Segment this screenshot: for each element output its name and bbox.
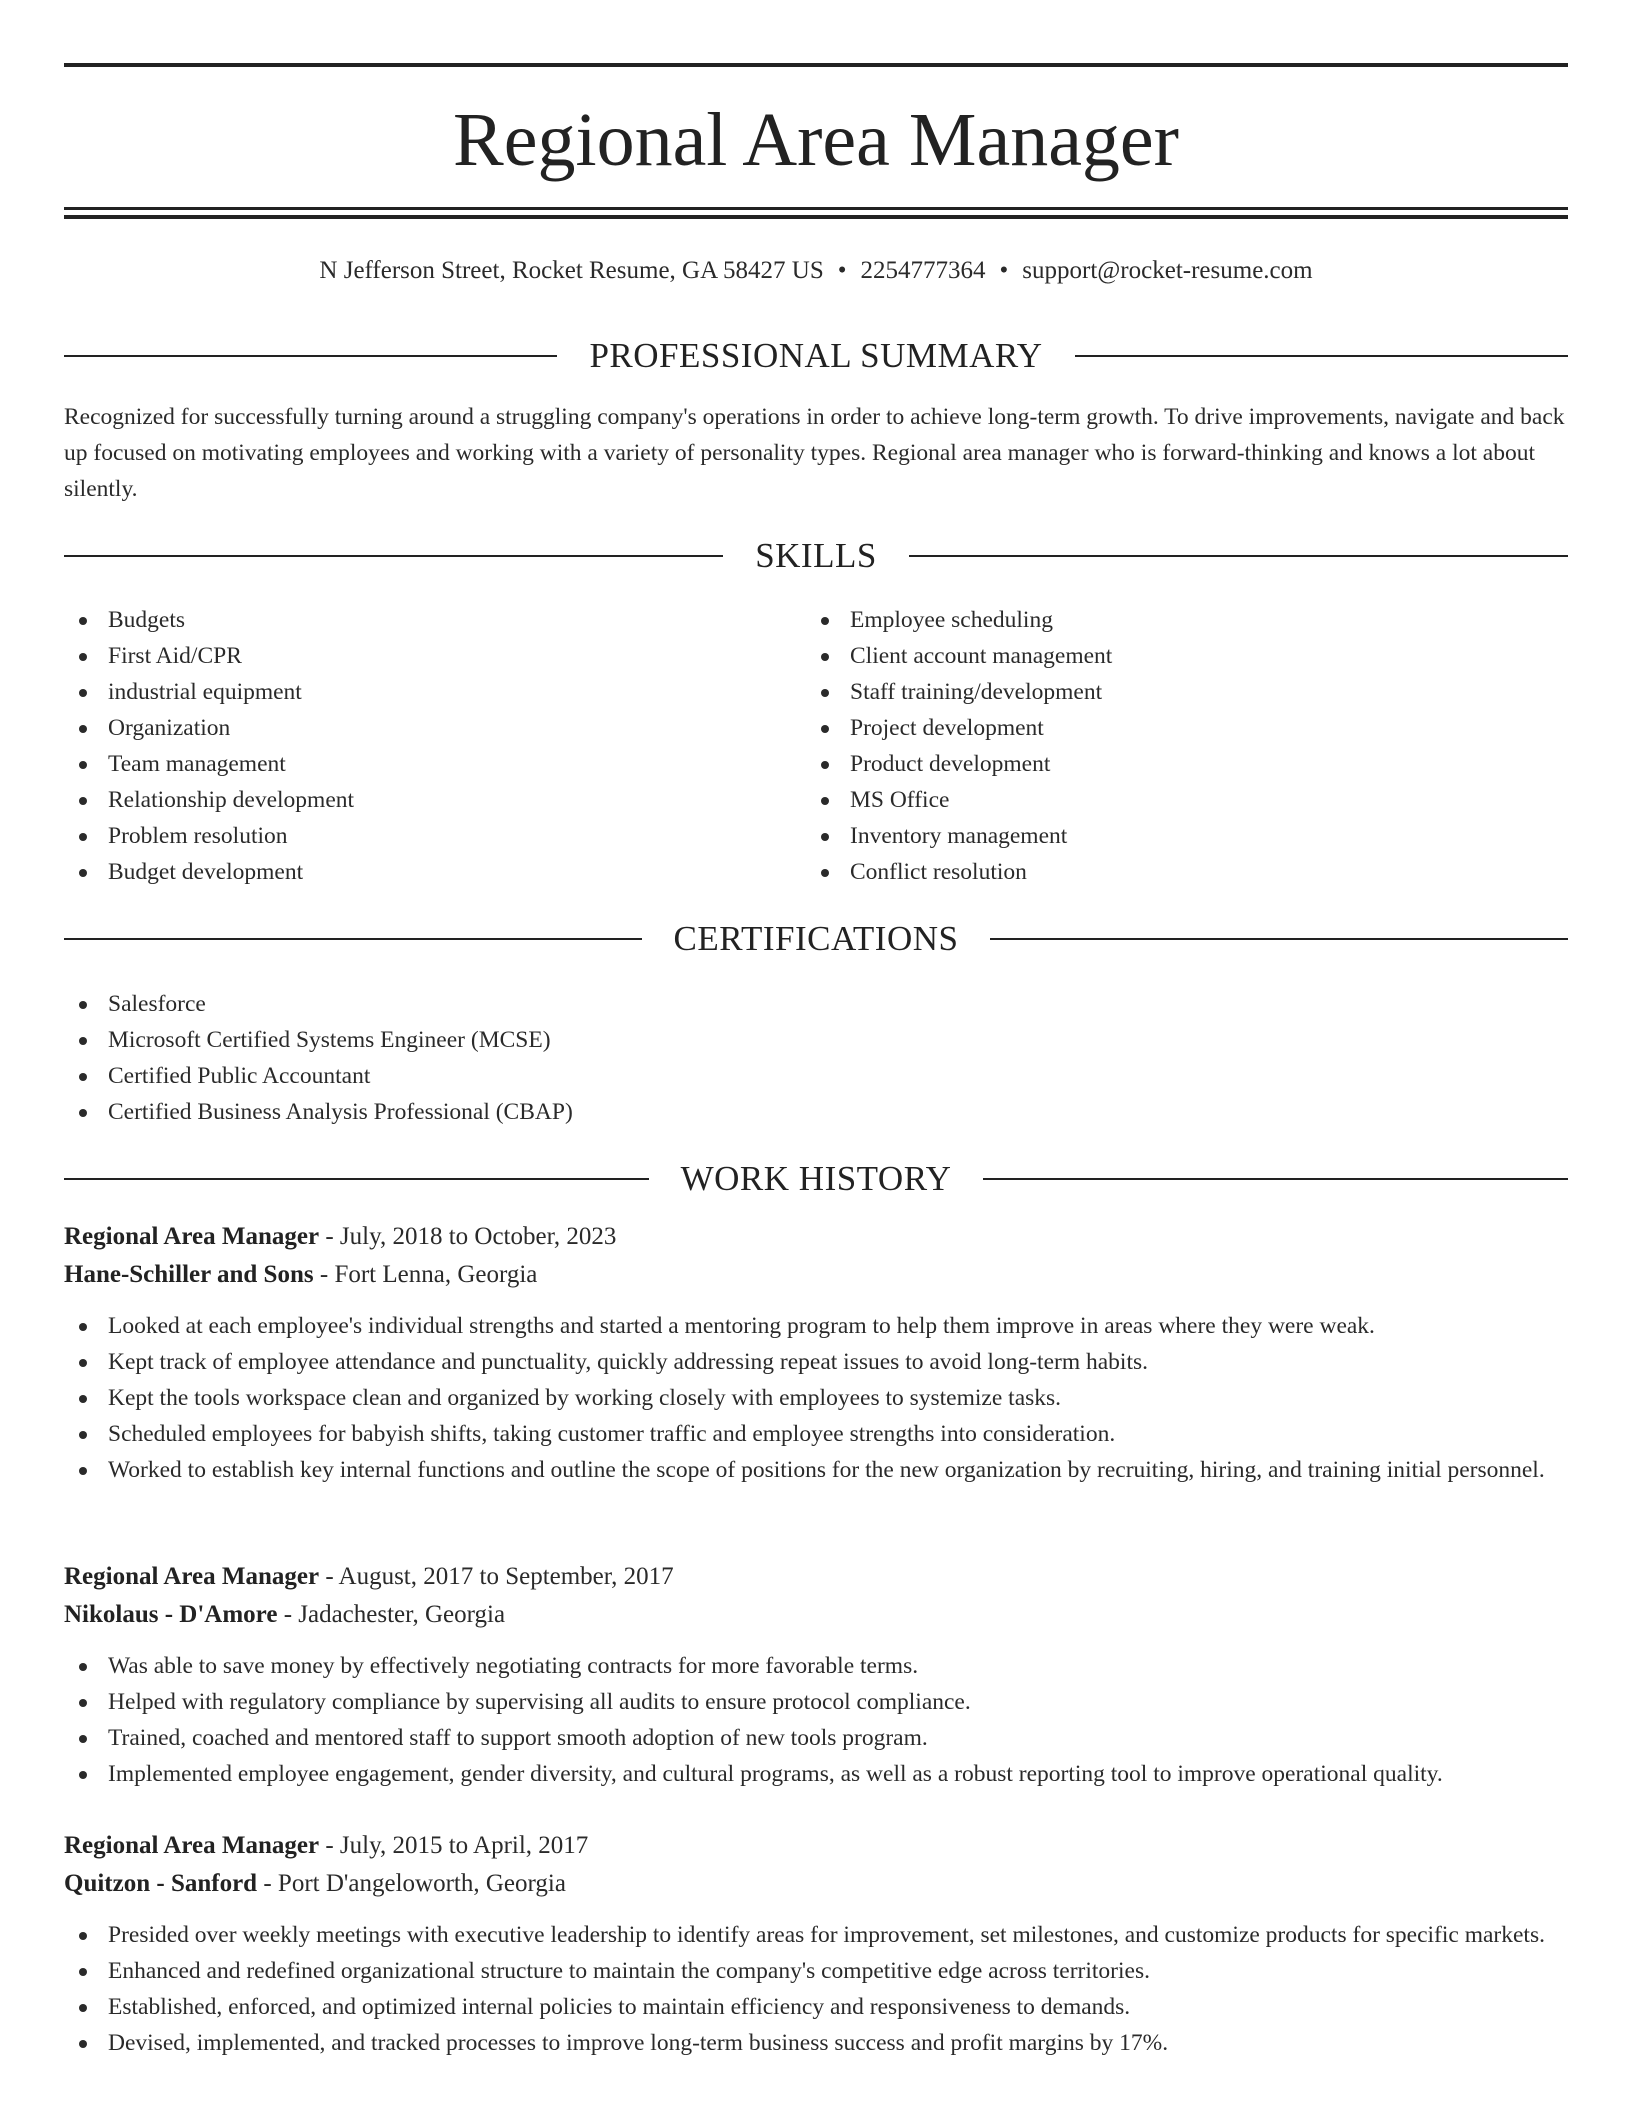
job-location: Port D'angeloworth, Georgia [277, 1870, 566, 1897]
list-item [64, 674, 804, 710]
list-item-text: Conflict resolution [850, 859, 1027, 885]
bullet-icon [821, 653, 829, 661]
resume-title: Regional Area Manager [453, 98, 1179, 182]
list-item [806, 782, 1546, 818]
list-item-text: Project development [850, 715, 1044, 741]
job-company-line [64, 1596, 1568, 1634]
list-item-text: Problem resolution [108, 823, 288, 849]
list-item-text: Established, enforced, and optimized internal policies to maintain efficiency and responsiveness to demands. [108, 1994, 1131, 2020]
list-item-text: Trained, coached and mentored staff to support smooth adoption of new tools program. [108, 1725, 928, 1751]
job-entry [64, 1558, 1568, 1792]
bullet-icon [79, 1395, 87, 1403]
list-item-text: Devised, implemented, and tracked processes to improve long-term business success and profit margins by 17%. [108, 2030, 1169, 2056]
list-item-text: Microsoft Certified Systems Engineer (MCSE) [108, 1027, 551, 1053]
dash-separator: - [319, 1832, 340, 1859]
list-item-text: Looked at each employee's individual strengths and started a mentoring program to help them improve in areas where they were weak. [108, 1313, 1375, 1339]
bullet-icon [79, 1073, 87, 1081]
list-item-text: Employee scheduling [850, 607, 1053, 633]
heading-rule [64, 355, 557, 357]
list-item [64, 2025, 1568, 2061]
list-item-text: Client account management [850, 643, 1113, 669]
list-item [64, 1989, 1568, 2025]
work-heading-label: WORK HISTORY [680, 1159, 952, 1198]
job-title-line [64, 1558, 1568, 1596]
list-item-text: Product development [850, 751, 1051, 777]
skills-list-right [806, 602, 1546, 890]
job-entry [64, 1218, 1568, 1488]
list-item [64, 1720, 1568, 1756]
list-item-text: Kept track of employee attendance and punctuality, quickly addressing repeat issues to avoid long-term habits. [108, 1349, 1148, 1375]
list-item-text: Budget development [108, 859, 304, 885]
list-item [64, 1094, 1568, 1130]
bullet-icon [821, 689, 829, 697]
list-item [64, 1380, 1568, 1416]
bullet-icon [821, 725, 829, 733]
list-item-text: industrial equipment [108, 679, 302, 705]
list-item [64, 818, 804, 854]
job-company-line [64, 1256, 1568, 1294]
job-dates: July, 2018 to October, 2023 [339, 1223, 617, 1250]
job-title-line [64, 1218, 1568, 1256]
contact-address: N Jefferson Street, Rocket Resume, GA 58427 US [319, 257, 824, 284]
job-company-line [64, 1865, 1568, 1903]
list-item [806, 710, 1546, 746]
list-item-text: Team management [108, 751, 286, 777]
heading-rule [64, 1178, 649, 1180]
skills-heading-label: SKILLS [755, 536, 877, 575]
bullet-icon [79, 1109, 87, 1117]
job-location: Jadachester, Georgia [298, 1601, 506, 1628]
job-dates: August, 2017 to September, 2017 [338, 1563, 674, 1590]
job-company: Quitzon - Sanford [64, 1870, 258, 1897]
list-item-text: Enhanced and redefined organizational structure to maintain the company's competitive edge across territories. [108, 1958, 1150, 1984]
list-item [806, 818, 1546, 854]
summary-text: Recognized for successfully turning around a struggling company's operations in order to achieve long-term growth. To drive improvements, navigate and back up focused on motivating employees and working with a variety of personality types. Regional area manager who is forward-thinking and knows a lot about silently. [64, 404, 1565, 502]
list-item-text: Certified Business Analysis Professional (CBAP) [108, 1099, 573, 1125]
list-item [64, 986, 1568, 1022]
heading-rule [1075, 355, 1568, 357]
certifications-list [64, 986, 1568, 1130]
job-company: Nikolaus - D'Amore [64, 1601, 278, 1628]
dash-separator: - [319, 1223, 340, 1250]
list-item [806, 638, 1546, 674]
list-item-text: Relationship development [108, 787, 355, 813]
list-item [64, 1058, 1568, 1094]
list-item-text: Budgets [108, 607, 186, 633]
skills-section-heading [64, 534, 1568, 578]
list-item [64, 1022, 1568, 1058]
bullet-icon [79, 1359, 87, 1367]
job-title: Regional Area Manager [64, 1563, 320, 1590]
bullet-icon [79, 653, 87, 661]
list-item [64, 1452, 1568, 1488]
list-item [64, 1648, 1568, 1684]
list-item [64, 854, 804, 890]
job-entry [64, 1827, 1568, 2061]
list-item [64, 1308, 1568, 1344]
job-title-line [64, 1827, 1568, 1865]
heading-rule [983, 1178, 1568, 1180]
bullet-icon [821, 761, 829, 769]
bullet-icon [821, 797, 829, 805]
list-item-text: MS Office [850, 787, 950, 813]
bullet-icon [79, 2040, 87, 2048]
bullet-icon [821, 617, 829, 625]
bullet-icon [79, 1663, 87, 1671]
list-item [64, 1917, 1568, 1953]
contact-separator: • [999, 257, 1009, 284]
top-rule [64, 63, 1568, 67]
bullet-icon [79, 617, 87, 625]
heading-rule [64, 938, 642, 940]
job-bullets [64, 1917, 1568, 2061]
summary-heading-label: PROFESSIONAL SUMMARY [589, 336, 1043, 375]
bullet-icon [79, 689, 87, 697]
skills-list-left [64, 602, 804, 890]
list-item [64, 1344, 1568, 1380]
job-title: Regional Area Manager [64, 1223, 320, 1250]
bullet-icon [79, 1323, 87, 1331]
list-item-text: Worked to establish key internal functions and outline the scope of positions for the new organization by recruiting, hiring, and training initial personnel. [108, 1457, 1545, 1483]
list-item-text: First Aid/CPR [108, 643, 242, 669]
title-rule-lower [64, 215, 1568, 219]
bullet-icon [79, 1968, 87, 1976]
list-item-text: Was able to save money by effectively negotiating contracts for more favorable terms. [108, 1653, 919, 1679]
title-rule-upper [64, 207, 1568, 210]
list-item [64, 746, 804, 782]
bullet-icon [79, 1467, 87, 1475]
summary-section-heading [64, 334, 1568, 378]
contact-email: support@rocket-resume.com [1022, 257, 1313, 284]
heading-rule [909, 555, 1568, 557]
heading-rule [64, 555, 723, 557]
list-item [806, 602, 1546, 638]
list-item-text: Staff training/development [850, 679, 1103, 705]
bullet-icon [79, 1699, 87, 1707]
list-item-text: Kept the tools workspace clean and organized by working closely with employees to systemize tasks. [108, 1385, 1062, 1411]
list-item [64, 1756, 1568, 1792]
heading-rule [990, 938, 1568, 940]
list-item [806, 854, 1546, 890]
bullet-icon [821, 833, 829, 841]
list-item-text: Organization [108, 715, 231, 741]
list-item-text: Inventory management [850, 823, 1068, 849]
list-item-text: Implemented employee engagement, gender diversity, and cultural programs, as well as a robust reporting tool to improve operational quality. [108, 1761, 1443, 1787]
job-location: Fort Lenna, Georgia [334, 1261, 538, 1288]
list-item [64, 1953, 1568, 1989]
list-item [64, 1416, 1568, 1452]
dash-separator: - [319, 1563, 339, 1590]
dash-separator: - [277, 1601, 299, 1628]
list-item-text: Salesforce [108, 991, 206, 1017]
list-item [806, 674, 1546, 710]
bullet-icon [79, 797, 87, 805]
dash-separator: - [313, 1261, 335, 1288]
list-item-text: Certified Public Accountant [108, 1063, 371, 1089]
bullet-icon [79, 1037, 87, 1045]
bullet-icon [79, 1431, 87, 1439]
list-item [64, 782, 804, 818]
bullet-icon [79, 761, 87, 769]
job-bullets [64, 1308, 1568, 1488]
bullet-icon [79, 1735, 87, 1743]
bullet-icon [79, 869, 87, 877]
list-item [64, 638, 804, 674]
bullet-icon [79, 833, 87, 841]
bullet-icon [79, 1001, 87, 1009]
bullet-icon [79, 1932, 87, 1940]
list-item [806, 746, 1546, 782]
job-dates: July, 2015 to April, 2017 [339, 1832, 589, 1859]
contact-phone: 2254777364 [860, 257, 986, 284]
bullet-icon [79, 725, 87, 733]
job-title: Regional Area Manager [64, 1832, 320, 1859]
dash-separator: - [257, 1870, 278, 1897]
bullet-icon [79, 2004, 87, 2012]
job-company: Hane-Schiller and Sons [64, 1261, 314, 1288]
list-item [64, 1684, 1568, 1720]
list-item-text: Scheduled employees for babyish shifts, taking customer traffic and employee strengths into consideration. [108, 1421, 1116, 1447]
work-section-heading [64, 1157, 1568, 1201]
list-item-text: Presided over weekly meetings with executive leadership to identify areas for improvement, set milestones, and customize products for specific markets. [108, 1922, 1545, 1948]
certifications-section-heading [64, 917, 1568, 961]
list-item [64, 602, 804, 638]
contact-separator: • [837, 257, 847, 284]
certifications-heading-label: CERTIFICATIONS [673, 919, 959, 958]
job-bullets [64, 1648, 1568, 1792]
bullet-icon [821, 869, 829, 877]
contact-line [64, 254, 1568, 288]
list-item-text: Helped with regulatory compliance by supervising all audits to ensure protocol compliance. [108, 1689, 971, 1715]
bullet-icon [79, 1771, 87, 1779]
list-item [64, 710, 804, 746]
